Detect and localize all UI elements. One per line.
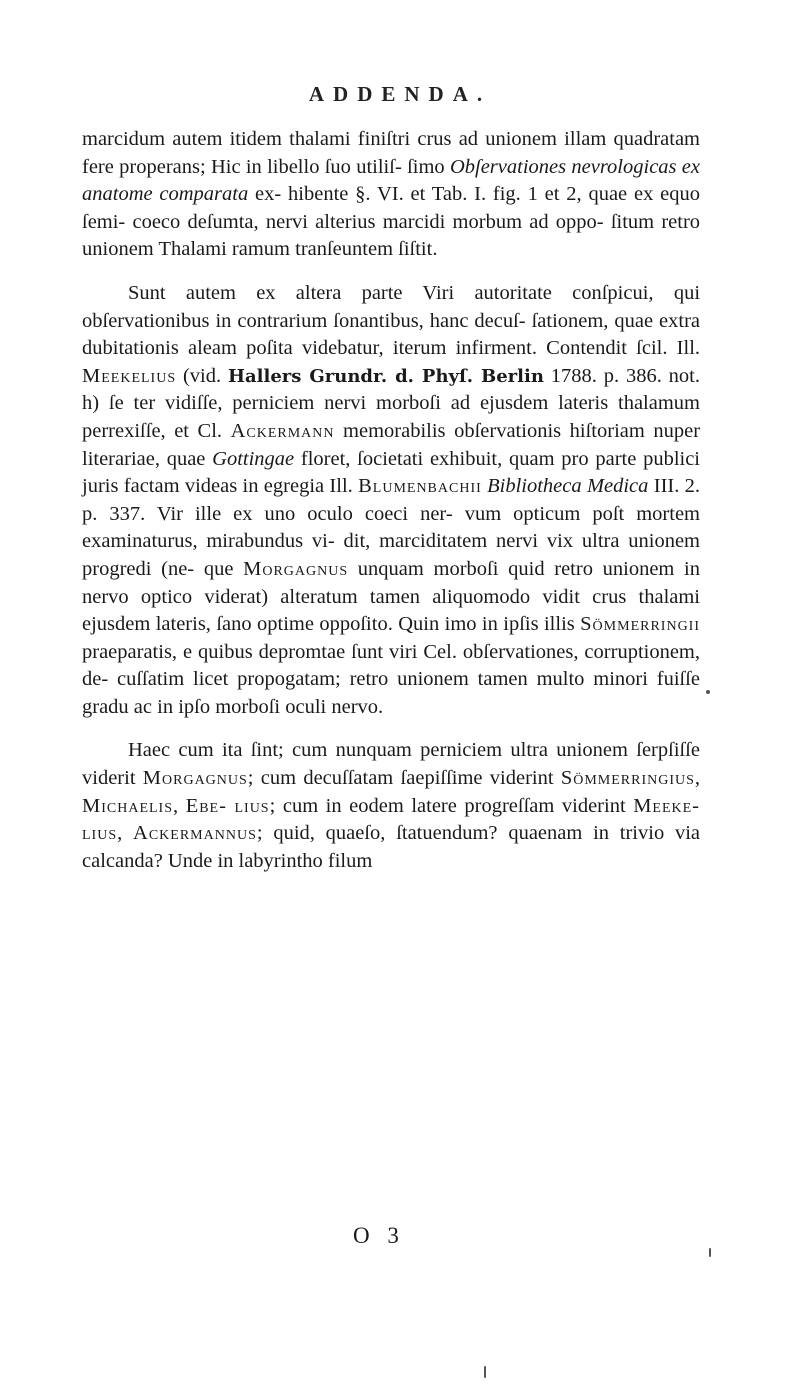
text-line: marcidum autem itidem thalami finiſtri crus ad unionem [82,128,557,150]
text-line: ſimo [407,155,450,178]
text-line: quaenam in trivio via calcanda? Unde in labyrintho filum [82,822,701,872]
text-line: iterum infirment. Contendit ſcil. Ill. [392,337,701,360]
text-line: floret, ſocietati exhibuit, quam pro parte publici juris [82,447,701,498]
text-line: thalamum perrexiſſe, et Cl. [82,392,700,442]
text-line: ; cum decuſſatam [247,767,394,790]
author-name: Morgagnus [142,767,248,790]
text-line: imo in ipſis illis [444,613,581,636]
author-name: Meeke- [633,794,701,817]
text-line: coeco deſumta, nervi alterius marcidi morbum ad oppo- [132,210,604,233]
author-name: Meekelius [82,364,177,387]
text-line: depromtae ſunt viri Cel. obſervationes, corruptionem, de- [82,640,700,691]
author-name: lius [82,822,118,845]
text-line: ſationem, quae extra dubitationis aleam poſita videbatur, [82,309,700,360]
text-line: ſaepiſſime viderint [400,767,561,790]
paragraph-3 [82,737,700,875]
author-name: Ackermann [230,419,335,442]
text-line: praeparatis, e quibus [82,640,253,663]
text-line: , [694,767,701,790]
text-line: , [173,794,186,817]
author-name: Sömmerringius [560,767,695,790]
paragraph-2 [82,280,700,722]
text-body [82,126,700,875]
text-line: Sunt autem ex altera parte Viri autoritate conſpicui, [128,281,654,304]
text-line: ; cum in eodem latere progreſſam viderint [269,794,634,817]
text-line: factam videas in egregia Ill. [123,475,359,498]
fraktur-citation: Hallers Grundr. d. Phyſ. Berlin [227,365,544,387]
text-line: Haec cum ita ſint; cum nunquam perniciem ultra [128,739,548,762]
author-name: Ebe- [185,794,227,817]
text-line: cuſſatim licet propogatam; retro unionem tamen multo [117,668,585,691]
text-line: dit, marciditatem nervi vix ultra unionem progredi (ne- [82,530,700,580]
author-name: Michaelis [82,794,174,817]
author-name: Ackermannus [133,822,257,845]
text-line: ex- [248,183,282,206]
running-head: ADDENDA. [308,82,492,106]
text-line: hibente §. VI. et Tab. I. fig. 1 et 2, quae ex equo ſemi- [82,183,700,233]
paragraph-1 [82,126,700,264]
text-line: nervo optico viderat) alteratum tamen aliquomodo vidit [82,585,580,608]
text-line: minori fuiſſe gradu ac in ipſo morboſi oculi nervo. [82,668,701,718]
text-line: crus thalami ejusdem lateris, ſano optime oppoſito. Quin [82,585,700,636]
place-name: Gottingae [212,447,295,470]
text-line: ; quid, quaeſo, ſtatuendum? [256,822,498,845]
author-name: Sömmerringii [580,613,700,636]
text-line: memorabilis [334,419,446,442]
ink-speck [484,1366,486,1378]
text-line: illam quadratam fere properans; Hic in libello ſuo utiliſ- [82,128,701,178]
text-line: vum opticum poſt mortem examinaturus, mirabundus vi- [82,502,701,553]
ink-speck [709,1248,711,1257]
text-line: (vid. [176,364,222,387]
text-line: obſervationis hiſtoriam nuper literariae, quae [82,419,701,470]
text-line: que [203,557,244,580]
work-title: Medica [586,475,649,498]
text-line: unquam morboſi quid retro unionem in [348,557,700,580]
author-name: lius [234,794,270,817]
text-line: ſitum retro unionem Thalami ramum tranſeuntem ſiſtit. [82,210,701,261]
text-line: , [117,822,134,845]
work-title: Obſervationes nevrologicas ex anatome comparata [82,155,700,206]
text-line: III. 2. p. 337. Vir ille ex uno oculo coeci ner- [82,475,701,525]
ink-speck [706,690,710,694]
author-name: Morgagnus [243,557,349,580]
text-line: unionem ſerpſiſſe viderit [82,739,700,790]
text-line: 1788. p. 386. not. h) ſe [82,364,700,415]
text-line: qui obſervationibus in contrarium ſonantibus, hanc decuſ- [82,281,701,332]
work-title: Bibliotheca [481,475,582,498]
signature-mark: O 3 [353,1223,405,1248]
text-line: ter vidiſſe, perniciem nervi morboſi ad ejusdem lateris [133,392,609,415]
author-name: Blumenbachii [358,475,482,498]
